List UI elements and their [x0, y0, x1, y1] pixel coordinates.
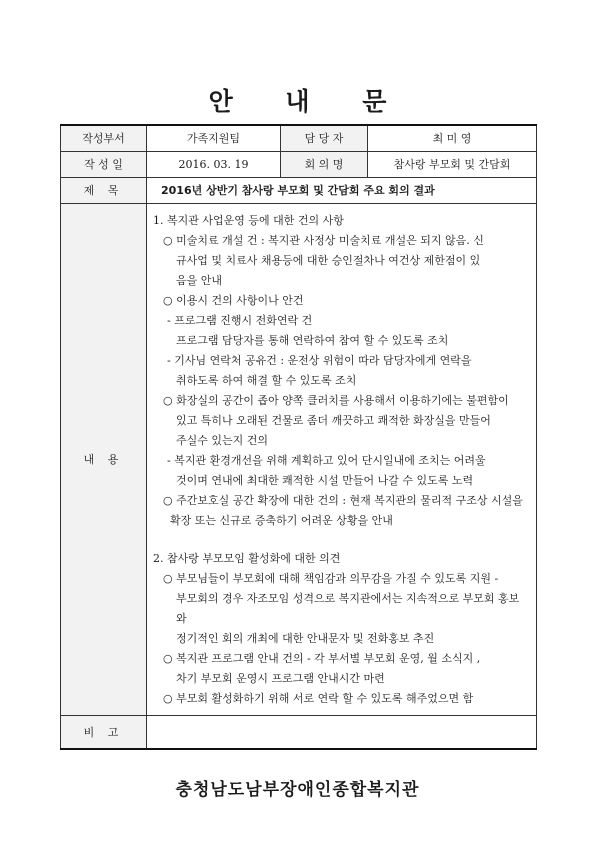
- date-label: 작 성 일: [61, 151, 147, 177]
- section2-item: ○ 부모님들이 부모회에 대해 책임감과 의무감을 가질 수 있도록 지원 -: [163, 571, 499, 585]
- section1-item: 음을 안내: [176, 273, 223, 287]
- section1-item: ○ 화장실의 공간이 좁아 양쪽 클러치를 사용해서 이용하기에는 불편함이: [163, 393, 509, 407]
- section1-item: ○ 이용시 건의 사항이나 안건: [163, 293, 304, 307]
- document-title: 안 내 문: [208, 87, 409, 116]
- section1-item: 있고 특히나 오래된 건물로 좀더 깨끗하고 쾌적한 화장실을 만들어: [176, 413, 491, 427]
- section1-item: 것이며 연내에 최대한 쾌적한 시설 만들어 나갈 수 있도록 노력: [176, 473, 474, 487]
- remarks-value: [147, 715, 537, 749]
- subject-value: 2016년 상반기 참사랑 부모회 및 간담회 주요 회의 결과: [147, 177, 537, 203]
- remarks-label: 비 고: [61, 715, 147, 749]
- section1-item: ○ 주간보호실 공간 확장에 대한 건의 : 현재 복지관의 물리적 구조상 시설을: [163, 493, 523, 507]
- section2-item: 부모회의 경우 자조모임 성격으로 복지관에서는 지속적으로 부모회 홍보와: [176, 591, 520, 625]
- section1-item: 규사업 및 치료사 채용등에 대한 승인절차나 여건상 제한점이 있: [176, 253, 481, 267]
- section1-item: 취하도록 하여 해결 할 수 있도록 조치: [176, 373, 357, 387]
- manager-value: 최 미 영: [368, 125, 537, 151]
- section1-item: - 복지관 환경개선을 위해 계획하고 있어 단시일내에 조치는 어려울: [167, 453, 486, 467]
- section1-item: 확장 또는 신규로 증축하기 어려운 상황을 안내: [170, 513, 393, 527]
- section1-item: 프로그램 담당자를 통해 연락하여 참여 할 수 있도록 조치: [176, 333, 449, 347]
- organization-name: 충청남도남부장애인종합복지관: [175, 780, 420, 800]
- meeting-name-value: 참사랑 부모회 및 간담회: [368, 151, 537, 177]
- section2-item: 차기 부모회 운영시 프로그램 안내시간 마련: [176, 671, 385, 685]
- section2-title: 2. 참사랑 부모모임 활성화에 대한 의견: [153, 551, 341, 565]
- section2-item: ○ 복지관 프로그램 안내 건의 - 각 부서별 부모회 운영, 월 소식지 ,: [163, 651, 481, 665]
- department-label: 작성부서: [61, 125, 147, 151]
- department-value: 가족지원팀: [147, 125, 281, 151]
- notice-table: [60, 124, 537, 750]
- subject-row: [61, 177, 537, 203]
- section1-item: 주실수 있는지 건의: [176, 433, 269, 447]
- content-row: [61, 203, 537, 715]
- section2-item: ○ 부모회 활성화하기 위해 서로 연락 할 수 있도록 해주었으면 함: [163, 691, 474, 705]
- section1-title: 1. 복지관 사업운영 등에 대한 건의 사항: [153, 213, 344, 227]
- section1-item: - 프로그램 진행시 전화연락 건: [167, 313, 313, 327]
- date-value: 2016. 03. 19: [147, 151, 281, 177]
- manager-label: 담 당 자: [281, 125, 368, 151]
- section-spacer: [153, 531, 528, 549]
- content-label: 내 용: [61, 203, 147, 715]
- section2-item: 정기적인 회의 개최에 대한 안내문자 및 전화홍보 추진: [176, 631, 435, 645]
- section1-item: - 기사님 연락처 공유건 : 운전상 위험이 따라 담당자에게 연락을: [167, 353, 472, 367]
- remarks-row: [61, 715, 537, 749]
- subject-label: 제 목: [61, 177, 147, 203]
- section1-item: ○ 미술치료 개설 건 : 복지관 사정상 미술치료 개설은 되지 않음. 신: [163, 233, 484, 247]
- content-body: [147, 203, 537, 715]
- meeting-name-label: 회 의 명: [281, 151, 368, 177]
- header-row-department: [61, 125, 537, 151]
- header-row-date: [61, 151, 537, 177]
